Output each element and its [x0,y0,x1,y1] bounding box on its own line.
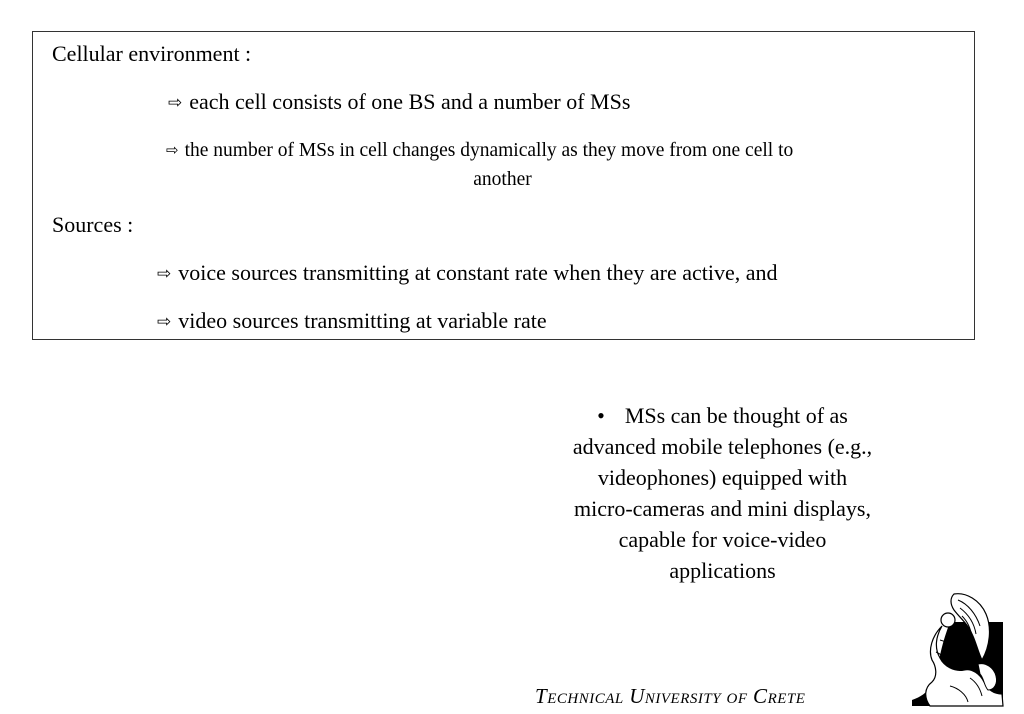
university-seal-icon [910,590,1005,708]
arrow-icon: ⇨ [157,312,172,332]
cellular-item-1 [168,89,630,116]
cellular-item-1-text: each cell consists of one BS and a number of MSs [189,89,631,114]
bullet-line-5: capable for voice-video [618,527,827,552]
sources-item-video-text: video sources transmitting at variable rate [178,308,547,333]
bullet-line-3: videophones) equipped with [597,465,848,490]
sources-item-voice-text: voice sources transmitting at constant rate when they are active, and [178,260,778,285]
university-name: TECHNICAL UNIVERSITY OF CRETE [535,684,806,708]
arrow-icon: ⇨ [166,141,179,159]
cellular-item-2-text: the number of MSs in cell changes dynamically as they move from one cell to [184,140,794,161]
bullet-line-2: advanced mobile telephones (e.g., [572,434,873,459]
sources-item-voice [157,260,778,287]
cellular-item-2 [166,138,793,163]
cellular-item-2-continuation: another [473,169,532,190]
sources-heading: Sources : [52,212,134,237]
bullet-dot: • [597,403,605,428]
ms-bullet [520,400,925,586]
bullet-line-4: micro-cameras and mini displays, [574,496,871,521]
cellular-heading: Cellular environment : [52,41,252,66]
bullet-line-1 [520,400,925,431]
bullet-line-6: applications [669,558,776,583]
bullet-line-1-text: MSs can be thought of as [624,403,848,428]
sources-item-video [157,308,547,335]
arrow-icon: ⇨ [157,264,172,284]
arrow-icon: ⇨ [168,93,183,113]
